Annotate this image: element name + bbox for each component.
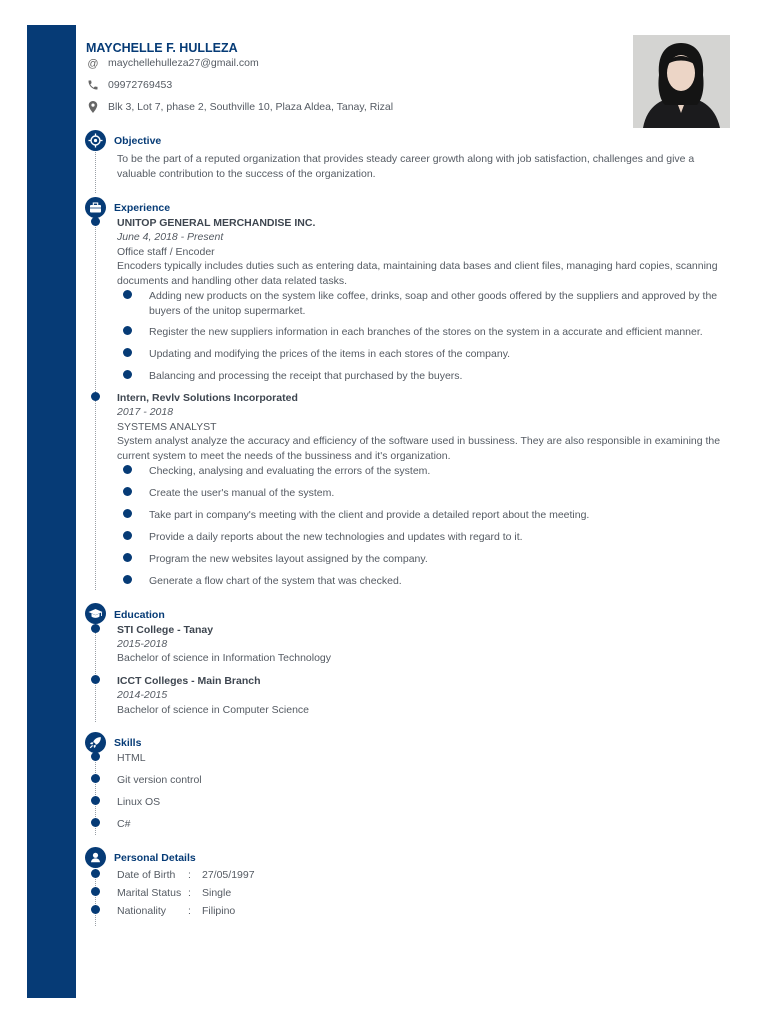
email-text: maychellehulleza27@gmail.com: [108, 57, 259, 69]
job-2-bullet: Checking, analysing and evaluating the errors of the system.: [149, 465, 431, 477]
education-graduation-cap-icon: [85, 603, 106, 624]
job-1-bullet-marker: [123, 348, 132, 357]
phone-icon: [86, 79, 100, 93]
skills-rocket-icon: [85, 732, 106, 753]
profile-photo: [633, 35, 730, 128]
job-2-bullet: Provide a daily reports about the new technologies and updates with regard to it.: [149, 531, 523, 543]
personal-value: Single: [202, 887, 232, 899]
personal-row-marker: [91, 869, 100, 878]
skill-item: Git version control: [117, 774, 202, 786]
phone-text: 09972769453: [108, 79, 173, 91]
objective-text: To be the part of a reputed organization that provides steady career growth along with job satisfaction, challenges and give a valuable contribution to the success of the organization.: [117, 153, 695, 180]
job-2-bullet: Generate a flow chart of the system that was checked.: [149, 575, 402, 587]
job-1-bullet-marker: [123, 290, 132, 299]
personal-row-marker: [91, 887, 100, 896]
location-pin-icon: [86, 101, 100, 115]
timeline-line-education: [95, 622, 96, 722]
personal-details-heading: Personal Details: [114, 852, 196, 864]
school-2-marker: [91, 675, 100, 684]
job-1-bullet: Balancing and processing the receipt that purchased by the buyers.: [149, 370, 463, 382]
job-2-bullet-marker: [123, 465, 132, 474]
job-1-bullet: Register the new suppliers information in each branches of the stores on the system in a accurate and efficient manner.: [149, 326, 703, 338]
job-1-dates: June 4, 2018 - Present: [117, 231, 224, 243]
personal-details-user-icon: [85, 847, 106, 868]
job-2-bullet: Take part in company's meeting with the client and provide a detailed report about the meeting.: [149, 509, 590, 521]
job-1-company: UNITOP GENERAL MERCHANDISE INC.: [117, 217, 316, 229]
personal-value: 27/05/1997: [202, 869, 255, 881]
job-2-bullet-marker: [123, 509, 132, 518]
skill-item: C#: [117, 818, 131, 830]
personal-label: Marital Status: [117, 887, 182, 899]
school-1-name: STI College - Tanay: [117, 624, 214, 636]
school-1-degree: Bachelor of science in Information Technology: [117, 652, 332, 664]
personal-separator: :: [188, 887, 191, 899]
job-2-bullet-marker: [123, 553, 132, 562]
job-2-company: Intern, Revlv Solutions Incorporated: [117, 392, 298, 404]
job-2-description: System analyst analyze the accuracy and efficiency of the software used in bussiness. They are also responsible in examining the current system to meet the needs of the bussiness and it's organization.: [117, 435, 721, 462]
education-heading: Education: [114, 609, 165, 621]
experience-heading: Experience: [114, 202, 171, 214]
skill-marker: [91, 796, 100, 805]
job-2-bullet-marker: [123, 531, 132, 540]
job-1-description: Encoders typically includes duties such as entering data, maintaining data bases and client files, managing hard copies, scanning documents and handling other data related tasks.: [117, 260, 718, 287]
school-2-years: 2014-2015: [117, 689, 168, 701]
job-2-bullet-marker: [123, 487, 132, 496]
timeline-line-objective: [95, 150, 96, 193]
skill-marker: [91, 774, 100, 783]
skill-item: Linux OS: [117, 796, 161, 808]
school-2-degree: Bachelor of science in Computer Science: [117, 704, 310, 716]
skills-heading: Skills: [114, 737, 142, 749]
skill-item: HTML: [117, 752, 146, 764]
job-2-bullet: Create the user's manual of the system.: [149, 487, 335, 499]
school-1-years: 2015-2018: [117, 638, 168, 650]
timeline-line-experience: [95, 216, 96, 590]
personal-separator: :: [188, 869, 191, 881]
job-1-bullet-marker: [123, 326, 132, 335]
job-1-marker: [91, 217, 100, 226]
personal-label: Date of Birth: [117, 869, 176, 881]
left-accent-bar: [27, 25, 76, 998]
job-1-bullet-marker: [123, 370, 132, 379]
job-1-role: Office staff / Encoder: [117, 246, 215, 258]
job-2-bullet-marker: [123, 575, 132, 584]
personal-row-marker: [91, 905, 100, 914]
skill-marker: [91, 818, 100, 827]
job-2-role: SYSTEMS ANALYST: [117, 421, 217, 433]
school-2-name: ICCT Colleges - Main Branch: [117, 675, 261, 687]
candidate-name: MAYCHELLE F. HULLEZA: [86, 41, 238, 55]
job-1-bullet: Adding new products on the system like coffee, drinks, soap and other goods offered by the suppliers and approved by the buyers of the unitop supermarket.: [149, 290, 718, 317]
personal-value: Filipino: [202, 905, 236, 917]
job-2-bullet: Program the new websites layout assigned by the company.: [149, 553, 428, 565]
experience-briefcase-icon: [85, 197, 106, 218]
job-2-marker: [91, 392, 100, 401]
objective-heading: Objective: [114, 135, 162, 147]
job-1-bullet: Updating and modifying the prices of the items in each stores of the company.: [149, 348, 511, 360]
skill-marker: [91, 752, 100, 761]
school-1-marker: [91, 624, 100, 633]
address-text: Blk 3, Lot 7, phase 2, Southville 10, Plaza Aldea, Tanay, Rizal: [108, 101, 394, 113]
objective-target-icon: [85, 130, 106, 151]
personal-separator: :: [188, 905, 191, 917]
job-2-dates: 2017 - 2018: [117, 406, 174, 418]
personal-label: Nationality: [117, 905, 167, 917]
at-icon: @: [87, 58, 99, 70]
